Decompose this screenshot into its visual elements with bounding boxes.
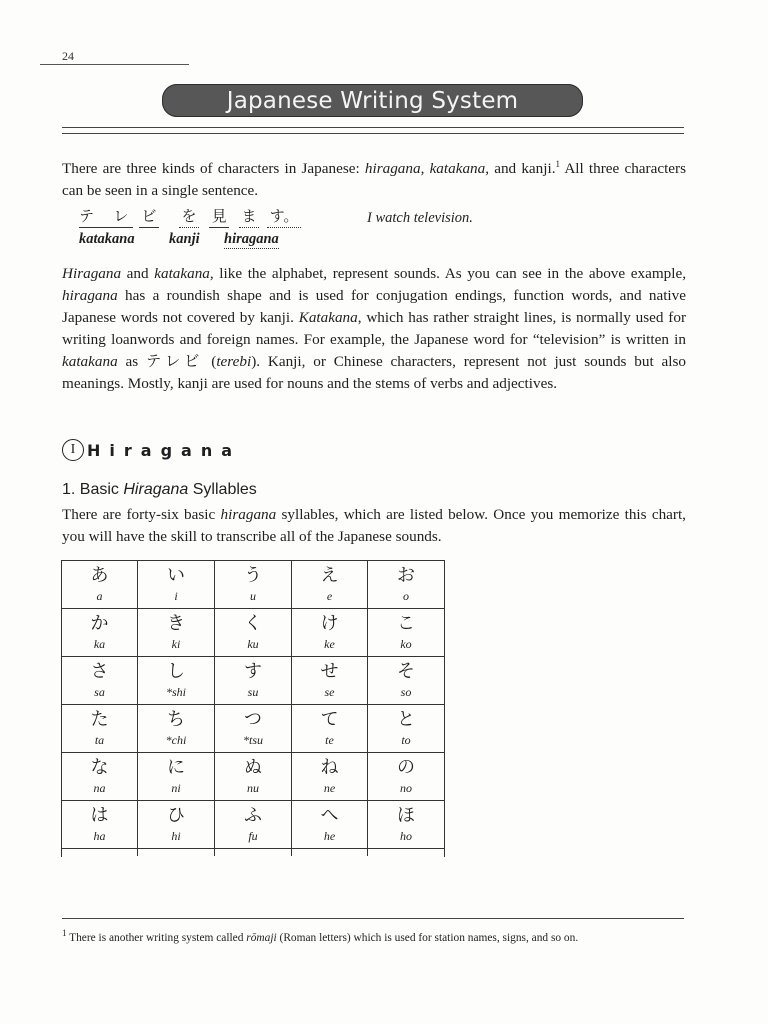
kana-cell xyxy=(138,801,215,849)
kana-romaji: ke xyxy=(324,637,335,651)
kana-cell xyxy=(292,705,368,753)
kana-glyph: け xyxy=(320,613,339,634)
kana-cell xyxy=(138,561,215,609)
kana-cell xyxy=(368,753,444,801)
kana-cell xyxy=(62,753,138,801)
kana-glyph: か xyxy=(90,613,109,634)
kana-cell xyxy=(292,753,368,801)
kana-cell xyxy=(62,657,138,705)
kana-romaji: i xyxy=(174,589,178,603)
kana-romaji: *shi xyxy=(165,685,186,699)
section-heading xyxy=(62,439,241,461)
kana-cell xyxy=(368,609,444,657)
kana-romaji: sa xyxy=(94,685,105,699)
kana-cell xyxy=(368,801,444,849)
kana-cell xyxy=(62,705,138,753)
kana-glyph: へ xyxy=(320,805,339,826)
example-translation: I watch television. xyxy=(367,210,473,226)
example-kana-row xyxy=(79,205,301,228)
section-badge: I xyxy=(62,439,84,461)
kana-mi: 見 xyxy=(209,205,229,228)
kana-romaji: fu xyxy=(248,829,258,843)
kana-cell xyxy=(215,801,292,849)
kana-romaji: te xyxy=(325,733,334,747)
subsection-heading: 1. Basic Hiragana Syllables xyxy=(62,481,257,498)
kana-cell xyxy=(215,657,292,705)
kana-romaji: u xyxy=(250,589,256,603)
table-continuation xyxy=(62,849,444,856)
kana-romaji: su xyxy=(247,685,259,699)
kana-cell xyxy=(292,561,368,609)
kana-cell xyxy=(62,561,138,609)
footnote: $^1$ There is another writing system called rōmaji (Roman letters) which is used for station names, signs, and so on. xyxy=(62,928,579,944)
title-double-rule xyxy=(62,127,684,134)
page-number: 24 xyxy=(62,49,74,63)
kana-romaji: no xyxy=(400,781,412,795)
kana-romaji: ka xyxy=(93,637,106,651)
kana-romaji: ta xyxy=(94,733,105,747)
label-hiragana: hiragana xyxy=(224,231,279,247)
kana-glyph: は xyxy=(90,805,109,826)
kana-romaji: to xyxy=(401,733,411,747)
body-paragraph: Hiragana and katakana, like the alphabet, represent sounds. As you can see in the above example, hiragana has a roundish shape and is used for conjugation endings, function words, and native Japanese words not covered by kanji. Katakana, which has rather straight lines, is normally used for writing loanwords and foreign names. For example, the Japanese word for “television” is written in katakana as テレビ (terebi). Kanji, or Chinese characters, represent not just sounds but also meanings. Mostly, kanji are used for nouns and the stems of verbs and adjectives. xyxy=(62,265,687,392)
kana-glyph: ひ xyxy=(167,805,185,826)
kana-cell xyxy=(292,801,368,849)
kana-glyph: い xyxy=(167,565,185,586)
kana-glyph: あ xyxy=(90,565,109,586)
kana-glyph: く xyxy=(244,613,262,634)
kana-romaji: he xyxy=(323,829,336,843)
kana-romaji: ni xyxy=(171,781,181,795)
kana-romaji: se xyxy=(324,685,335,699)
footnote-rule xyxy=(62,918,684,919)
kana-romaji: nu xyxy=(247,781,259,795)
kana-cell xyxy=(292,609,368,657)
kana-cell xyxy=(215,753,292,801)
kana-cell xyxy=(138,657,215,705)
kana-romaji: ko xyxy=(400,637,412,651)
kana-ma: ま xyxy=(239,205,259,228)
kana-glyph: の xyxy=(397,757,415,778)
kana-glyph: に xyxy=(167,757,185,778)
kana-romaji: *tsu xyxy=(242,733,263,747)
page-title: Japanese Writing System xyxy=(226,87,519,114)
kana-cell xyxy=(138,705,215,753)
kana-glyph: て xyxy=(320,709,339,730)
kana-wo: を xyxy=(179,205,199,228)
kana-glyph: ふ xyxy=(244,805,262,826)
kana-romaji: ne xyxy=(323,781,336,795)
kana-romaji: *chi xyxy=(165,733,187,747)
label-kanji: kanji xyxy=(169,231,200,247)
kana-romaji: a xyxy=(96,589,103,603)
intro-paragraph: There are three kinds of characters in Japanese: hiragana, katakana, and kanji.$^1$ All three characters can be seen in a single sentence. xyxy=(62,159,687,200)
kana-glyph: し xyxy=(167,661,185,682)
kana-romaji: o xyxy=(403,589,409,603)
kana-romaji: na xyxy=(93,781,106,795)
kana-su: す。 xyxy=(267,205,301,228)
kana-glyph: せ xyxy=(320,661,339,682)
kana-glyph: う xyxy=(244,565,262,586)
kana-bi: ビ xyxy=(139,205,159,228)
kana-glyph: つ xyxy=(244,709,262,730)
kana-glyph: ぬ xyxy=(244,757,262,778)
kana-cell xyxy=(215,561,292,609)
title-banner xyxy=(162,84,583,117)
example-sentence xyxy=(79,205,699,251)
kana-cell xyxy=(62,801,138,849)
kana-romaji: so xyxy=(400,685,412,699)
kana-glyph: た xyxy=(90,709,109,730)
kana-glyph: ち xyxy=(167,709,185,730)
label-katakana: katakana xyxy=(79,231,135,247)
kana-cell xyxy=(215,705,292,753)
kana-cell xyxy=(368,705,444,753)
kana-cell xyxy=(368,561,444,609)
hiragana-grid xyxy=(62,561,444,849)
kana-glyph: な xyxy=(90,757,109,778)
footnote-ref: 1 xyxy=(555,159,560,169)
kana-romaji: ho xyxy=(400,829,412,843)
kana-glyph: と xyxy=(397,709,415,730)
kana-glyph: そ xyxy=(397,661,415,682)
kana-cell xyxy=(138,609,215,657)
kana-romaji: e xyxy=(326,589,333,603)
kana-cell xyxy=(138,753,215,801)
kana-glyph: き xyxy=(167,613,185,634)
kana-glyph: お xyxy=(397,565,415,586)
kana-glyph: ね xyxy=(320,757,339,778)
hiragana-table xyxy=(61,560,445,857)
kana-glyph: こ xyxy=(397,613,415,634)
syllables-intro-paragraph: There are forty-six basic hiragana syllables, which are listed below. Once you memorize this chart, you will have the skill to transcribe all of the Japanese sounds. xyxy=(62,506,686,545)
kana-romaji: hi xyxy=(171,829,181,843)
kana-glyph: ほ xyxy=(397,805,415,826)
section-title: Hiragana xyxy=(87,440,241,460)
page-number-rule xyxy=(40,64,189,65)
kana-romaji: ku xyxy=(247,637,259,651)
kana-romaji: ha xyxy=(93,829,106,843)
kana-cell xyxy=(368,657,444,705)
kana-glyph: え xyxy=(320,565,339,586)
kana-cell xyxy=(215,609,292,657)
kana-romaji: ki xyxy=(171,637,181,651)
kana-re: レ xyxy=(109,205,133,228)
kana-glyph: す xyxy=(244,661,262,682)
kana-glyph: さ xyxy=(90,661,109,682)
kana-cell xyxy=(62,609,138,657)
kana-te: テ xyxy=(79,205,109,228)
kana-cell xyxy=(292,657,368,705)
